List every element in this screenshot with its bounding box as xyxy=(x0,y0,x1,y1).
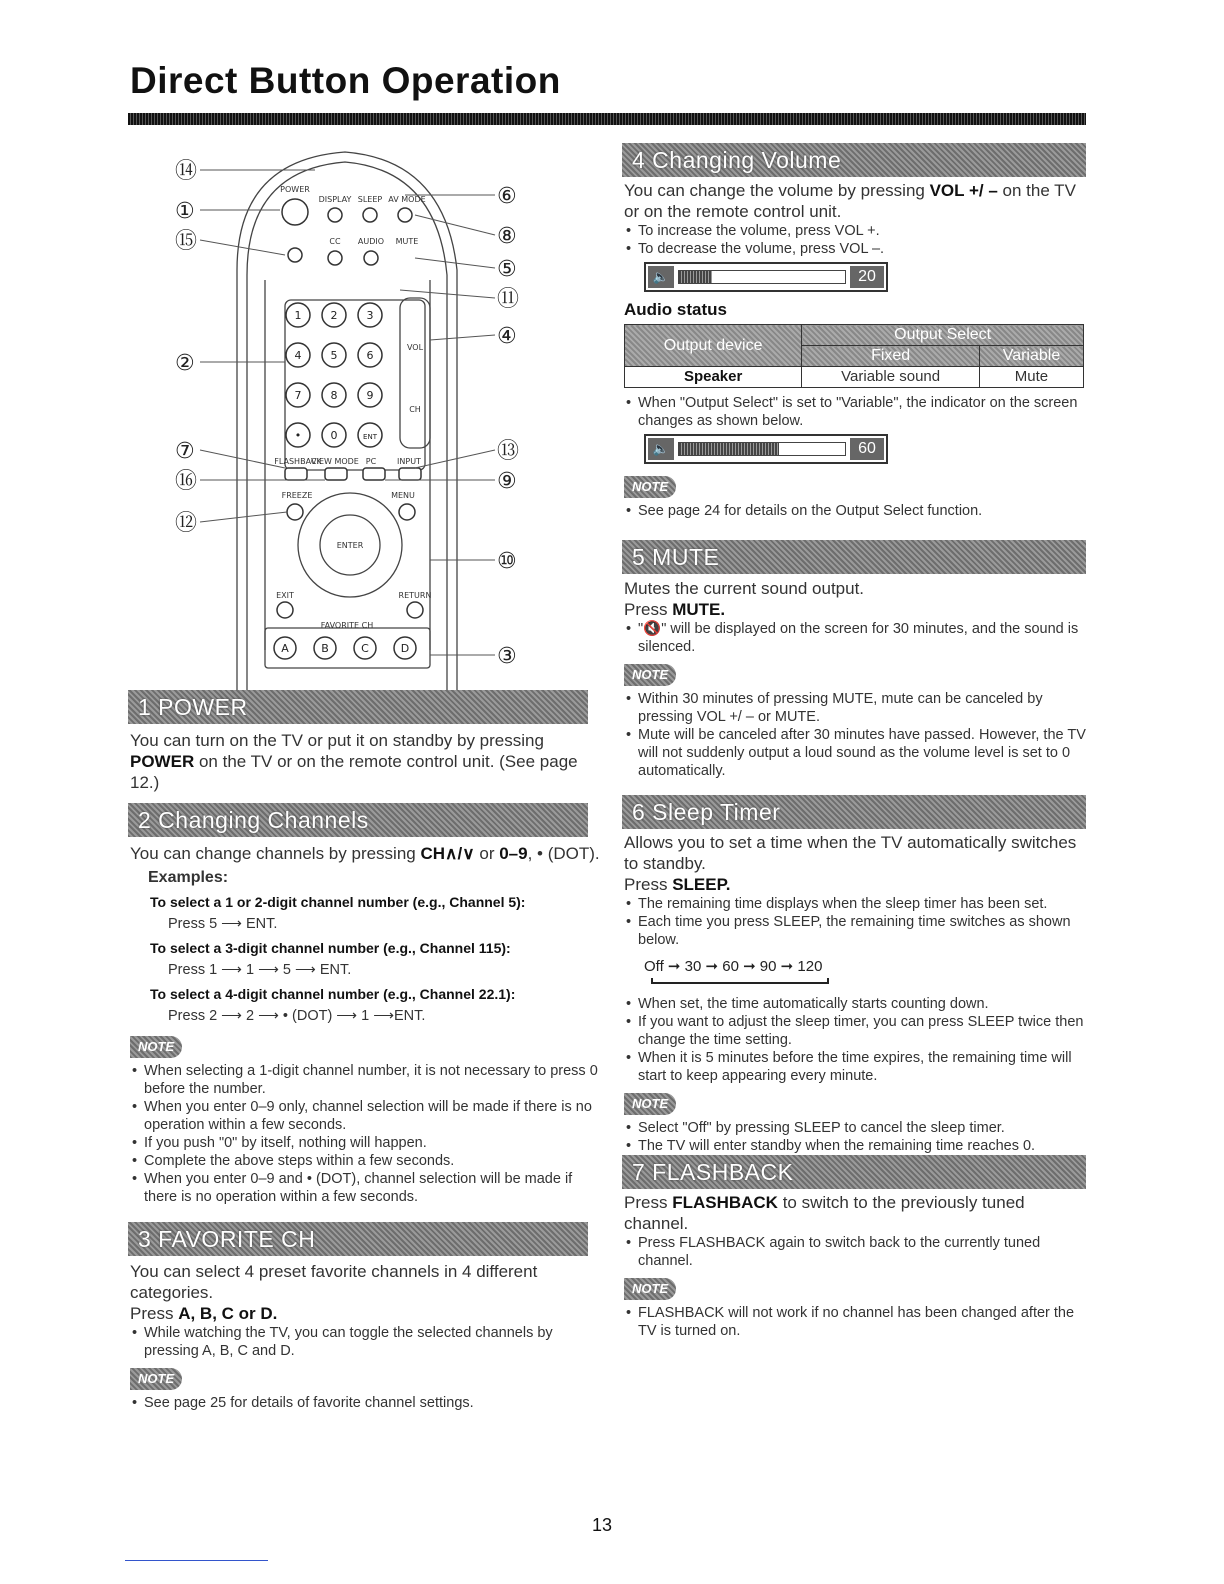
volume-bullets xyxy=(624,222,1089,258)
key-3: 3 xyxy=(366,309,374,322)
label-display: DISPLAY xyxy=(318,195,352,204)
speaker-icon: 🔈 xyxy=(648,266,674,288)
callout-1: ① xyxy=(175,199,195,224)
callout-6: ⑥ xyxy=(497,184,517,209)
mute-notes xyxy=(624,690,1089,780)
callout-11: ⑪ xyxy=(497,287,520,312)
section-channels xyxy=(130,843,600,1206)
example-3-body: Press 2 ⟶ 2 ⟶ • (DOT) ⟶ 1 ⟶ENT. xyxy=(168,1008,426,1024)
key-9: 9 xyxy=(366,389,374,402)
volume-value-60: 60 xyxy=(850,438,884,460)
power-text: You can turn on the TV or put it on standby by pressing POWER on the TV or on the remote control unit. (See page 12.) xyxy=(130,731,578,792)
label-cc: CC xyxy=(329,237,341,246)
label-menu: MENU xyxy=(391,491,415,500)
mute-bullets xyxy=(624,620,1089,656)
page-title: Direct Button Operation xyxy=(130,60,561,101)
volume-track xyxy=(678,270,846,284)
key-7: 7 xyxy=(294,389,302,402)
callout-10: ⑩ xyxy=(497,549,517,574)
channels-note: • If you push "0" by itself, nothing will happen. xyxy=(130,1134,600,1152)
callout-4: ④ xyxy=(497,324,517,349)
volume-note: • See page 24 for details on the Output Select function. xyxy=(624,502,1089,520)
table-cell-variable: Mute xyxy=(979,367,1083,388)
fav-key-d: D xyxy=(400,642,410,655)
favorite-bullet: • While watching the TV, you can toggle the selected channels by pressing A, B, C and D. xyxy=(130,1324,600,1360)
label-power: POWER xyxy=(280,185,310,194)
channels-note: • Complete the above steps within a few seconds. xyxy=(130,1152,600,1170)
label-favorite: FAVORITE CH xyxy=(320,621,374,630)
fav-key-a: A xyxy=(281,642,289,655)
audio-status-table xyxy=(624,324,1084,388)
key-ent: ENT xyxy=(363,433,377,441)
callout-5: ⑤ xyxy=(497,257,517,282)
label-flashback: FLASHBACK xyxy=(274,457,322,466)
sleep-note-badge: NOTE xyxy=(624,1093,676,1115)
section-power xyxy=(130,730,600,793)
section-flashback-heading: 7 FLASHBACK xyxy=(622,1155,1086,1189)
volume-bar-20 xyxy=(644,262,888,292)
example-3-heading: To select a 4-digit channel number (e.g., Channel 22.1): xyxy=(150,986,516,1002)
sleep-sequence: Off ➞ 30 ➞ 60 ➞ 90 ➞ 120 xyxy=(644,958,823,975)
mute-note-badge: NOTE xyxy=(624,664,676,686)
volume-bullet-after: • When "Output Select" is set to "Variable", the indicator on the screen changes as shown below. xyxy=(624,394,1089,430)
flashback-note: • FLASHBACK will not work if no channel has been changed after the TV is turned on. xyxy=(624,1304,1089,1340)
sleep-bullet: • Each time you press SLEEP, the remaining time switches as shown below. xyxy=(624,913,1089,949)
key-8: 8 xyxy=(330,389,338,402)
table-head-device: Output device xyxy=(625,325,802,367)
mute-press: Press MUTE. xyxy=(624,600,726,619)
mute-note: • Mute will be canceled after 30 minutes have passed. However, the TV will not suddenly output a loud sound as the volume level is set to 0 automatically. xyxy=(624,726,1089,780)
callout-13: ⑬ xyxy=(497,439,520,464)
callout-3: ③ xyxy=(497,644,517,669)
section-volume xyxy=(624,180,1089,520)
section-volume-heading: 4 Changing Volume xyxy=(622,143,1086,177)
channels-notes xyxy=(130,1062,600,1206)
mute-note: • Within 30 minutes of pressing MUTE, mute can be canceled by pressing VOL +/ – or MUTE. xyxy=(624,690,1089,726)
favorite-press: Press A, B, C or D. xyxy=(130,1304,278,1323)
key-0: 0 xyxy=(330,429,338,442)
key-dot: • xyxy=(294,429,302,442)
channels-note: • When you enter 0–9 and • (DOT), channel selection will be made if there is no operation within a few seconds. xyxy=(130,1170,600,1206)
favorite-notes xyxy=(130,1394,600,1412)
table-cell-device: Speaker xyxy=(625,367,802,388)
volume-text: You can change the volume by pressing VOL +/ – on the TV or on the remote control unit. xyxy=(624,181,1076,221)
callout-16: ⑯ xyxy=(175,469,198,494)
volume-fill-60 xyxy=(679,443,779,455)
volume-note-badge: NOTE xyxy=(624,476,676,498)
volume-bullet: • To decrease the volume, press VOL –. xyxy=(624,240,1089,258)
mute-text: Mutes the current sound output. xyxy=(624,579,865,598)
examples-title: Examples: xyxy=(148,869,229,886)
mute-bullet: • "🔇" will be displayed on the screen for 30 minutes, and the sound is silenced. xyxy=(624,620,1089,656)
title-rule xyxy=(128,113,1086,125)
footer-line xyxy=(125,1560,268,1561)
key-1: 1 xyxy=(294,309,302,322)
sleep-notes xyxy=(624,1119,1089,1155)
flashback-note-badge: NOTE xyxy=(624,1278,676,1300)
sleep-bullet: • The remaining time displays when the sleep timer has been set. xyxy=(624,895,1089,913)
callout-15: ⑮ xyxy=(175,229,198,254)
sleep-bullets2 xyxy=(624,995,1089,1085)
sleep-note: • Select "Off" by pressing SLEEP to cancel the sleep timer. xyxy=(624,1119,1089,1137)
sleep-bullet: • When set, the time automatically starts counting down. xyxy=(624,995,1089,1013)
key-5: 5 xyxy=(330,349,338,362)
fav-key-c: C xyxy=(361,642,369,655)
example-2-body: Press 1 ⟶ 1 ⟶ 5 ⟶ ENT. xyxy=(168,962,352,978)
label-return: RETURN xyxy=(398,591,432,600)
audio-status-title: Audio status xyxy=(624,300,727,319)
sequence-loop-arrow xyxy=(648,977,848,985)
callout-2: ② xyxy=(175,351,195,376)
label-mute: MUTE xyxy=(395,237,419,246)
channels-note: • When you enter 0–9 only, channel selection will be made if there is no operation within a few seconds. xyxy=(130,1098,600,1134)
key-2: 2 xyxy=(330,309,338,322)
label-pc: PC xyxy=(365,457,377,466)
favorite-bullets xyxy=(130,1324,600,1360)
favorite-note-badge: NOTE xyxy=(130,1368,182,1390)
table-head-fixed: Fixed xyxy=(802,346,980,367)
table-head-variable: Variable xyxy=(979,346,1083,367)
page-number: 13 xyxy=(592,1515,613,1535)
label-ch: CH xyxy=(409,405,421,414)
section-favorite xyxy=(130,1261,600,1412)
label-vol: VOL xyxy=(406,343,424,352)
volume-fill-20 xyxy=(679,271,712,283)
key-6: 6 xyxy=(366,349,374,362)
volume-bullet: • To increase the volume, press VOL +. xyxy=(624,222,1089,240)
channels-text: You can change channels by pressing CH∧/∨ or 0–9, • (DOT). xyxy=(130,844,600,863)
section-sleep-heading: 6 Sleep Timer xyxy=(622,795,1086,829)
flashback-notes xyxy=(624,1304,1089,1340)
table-cell-fixed: Variable sound xyxy=(802,367,980,388)
volume-notes xyxy=(624,502,1089,520)
table-head-select: Output Select xyxy=(802,325,1084,346)
section-power-heading: 1 POWER xyxy=(128,690,588,724)
sleep-bullets xyxy=(624,895,1089,949)
section-sleep xyxy=(624,832,1089,1155)
volume-value-20: 20 xyxy=(850,266,884,288)
remote-illustration xyxy=(175,150,555,690)
favorite-text: You can select 4 preset favorite channels in 4 different categories. xyxy=(130,1262,538,1302)
sleep-bullet: • If you want to adjust the sleep timer, you can press SLEEP twice then change the time setting. xyxy=(624,1013,1089,1049)
speaker-icon: 🔈 xyxy=(648,438,674,460)
callout-9: ⑨ xyxy=(497,469,517,494)
label-audio: AUDIO xyxy=(357,237,385,246)
channels-note: • When selecting a 1-digit channel number, it is not necessary to press 0 before the number. xyxy=(130,1062,600,1098)
volume-bullets-after xyxy=(624,394,1089,430)
label-sleep: SLEEP xyxy=(357,195,383,204)
label-freeze: FREEZE xyxy=(281,491,313,500)
label-enter: ENTER xyxy=(336,541,364,550)
section-mute xyxy=(624,578,1089,780)
sleep-note: • The TV will enter standby when the remaining time reaches 0. xyxy=(624,1137,1089,1155)
section-mute-heading: 5 MUTE xyxy=(622,540,1086,574)
label-viewmode: VIEW MODE xyxy=(311,457,359,466)
example-1-heading: To select a 1 or 2-digit channel number (e.g., Channel 5): xyxy=(150,894,526,910)
flashback-bullets xyxy=(624,1234,1089,1270)
sleep-press: Press SLEEP. xyxy=(624,875,731,894)
callout-7: ⑦ xyxy=(175,439,195,464)
section-channels-heading: 2 Changing Channels xyxy=(128,803,588,837)
power-button-shape xyxy=(282,199,308,225)
flashback-text: Press FLASHBACK to switch to the previously tuned channel. xyxy=(624,1193,1025,1233)
section-favorite-heading: 3 FAVORITE CH xyxy=(128,1222,588,1256)
volume-bar-60 xyxy=(644,434,888,464)
favorite-note: • See page 25 for details of favorite channel settings. xyxy=(130,1394,600,1412)
fav-key-b: B xyxy=(321,642,329,655)
example-2-heading: To select a 3-digit channel number (e.g., Channel 115): xyxy=(150,940,511,956)
section-flashback xyxy=(624,1192,1089,1340)
volume-track xyxy=(678,442,846,456)
channels-note-badge: NOTE xyxy=(130,1036,182,1058)
callout-14: ⑭ xyxy=(175,159,198,184)
key-4: 4 xyxy=(294,349,302,362)
callout-12: ⑫ xyxy=(175,511,198,536)
sleep-bullet: • When it is 5 minutes before the time expires, the remaining time will start to keep appearing every minute. xyxy=(624,1049,1089,1085)
label-input: INPUT xyxy=(397,457,421,466)
sleep-text: Allows you to set a time when the TV automatically switches to standby. xyxy=(624,833,1077,873)
label-exit: EXIT xyxy=(276,591,294,600)
example-1-body: Press 5 ⟶ ENT. xyxy=(168,916,278,932)
callout-8: ⑧ xyxy=(497,224,517,249)
flashback-bullet: • Press FLASHBACK again to switch back to the currently tuned channel. xyxy=(624,1234,1089,1270)
label-avmode: AV MODE xyxy=(388,195,426,204)
